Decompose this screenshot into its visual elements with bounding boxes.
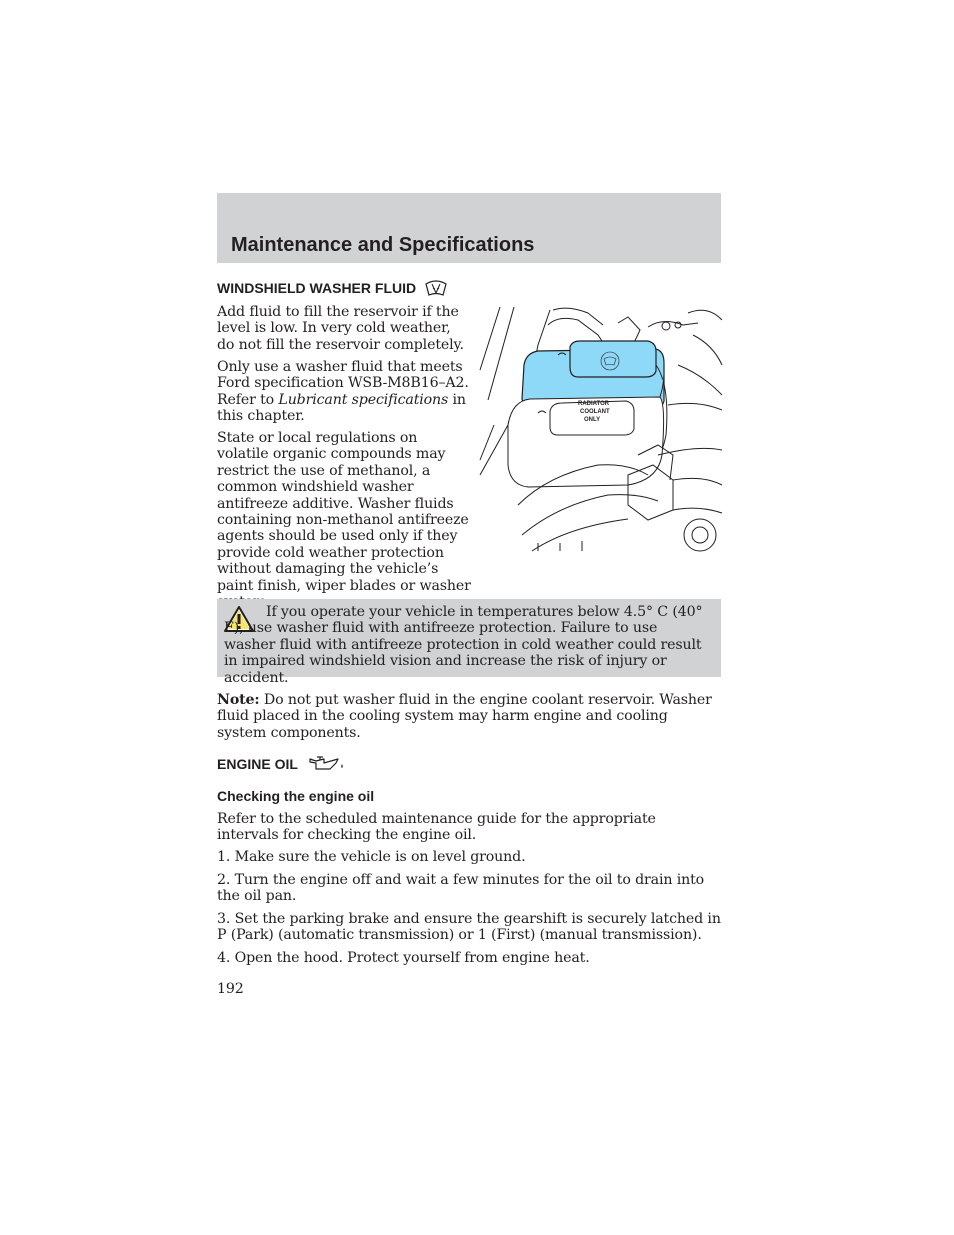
oil-can-icon xyxy=(306,755,346,776)
oil-intro-paragraph: Refer to the scheduled maintenance guide for the appropriate intervals for checking the engine oil. xyxy=(217,811,656,844)
oil-step-2: 2. Turn the engine off and wait a few minutes for the oil to drain into the oil pan. xyxy=(217,872,705,905)
checking-oil-subheading: Checking the engine oil xyxy=(217,788,375,804)
washer-para-2-prefix: Only use a washer fluid that meets Ford specification WSB-M8B16–A2. Refer to xyxy=(217,359,469,408)
page-title: Maintenance and Specifications xyxy=(231,234,535,256)
reservoir-label-line-3: ONLY xyxy=(584,417,601,423)
warning-text: If you operate your vehicle in temperatures below 4.5° C (40° F), use washer fluid with antifreeze protection. Failure to use washer fluid with antifreeze protection in cold weather could result in impaired windshield vision and increase the risk of injury or accident. xyxy=(224,604,703,686)
engine-oil-heading xyxy=(217,755,346,776)
washer-para-1: Add fluid to fill the reservoir if the level is low. In very cold weather, do not fill the reservoir completely. xyxy=(217,304,464,353)
washer-para-3: State or local regulations on volatile organic compounds may restrict the use of methanol, a common windshield washer antifreeze additive. Washer fluids containing non-methanol antifreeze agents should be used only if they provide cold weather protection without damaging the vehicle’s paint finish, wiper blades or washer xyxy=(217,430,471,594)
windshield-washer-icon xyxy=(424,278,448,301)
washer-fluid-heading-text: WINDSHIELD WASHER FLUID xyxy=(217,280,417,297)
engine-oil-heading-text: ENGINE OIL xyxy=(217,756,298,773)
oil-step-3: 3. Set the parking brake and ensure the gearshift is securely latched in P (Park) (automatic transmission) or 1 (First) (manual transmission). xyxy=(217,911,721,944)
washer-para-2-suffix: in this chapter. xyxy=(217,391,466,425)
note-paragraph xyxy=(217,692,721,741)
washer-fluid-heading xyxy=(217,278,448,301)
reservoir-label-line-2: COOLANT xyxy=(580,409,610,415)
lubricant-specifications-reference: Lubricant specifications xyxy=(278,391,449,408)
washer-para-2 xyxy=(217,359,472,425)
washer-reservoir-illustration xyxy=(478,305,724,555)
note-label: Note: xyxy=(217,692,260,708)
oil-step-1: 1. Make sure the vehicle is on level ground. xyxy=(217,849,526,865)
note-text: Do not put washer fluid in the engine coolant reservoir. Washer fluid placed in the cooling system may harm engine and cooling system components. xyxy=(217,692,712,741)
header-band xyxy=(217,193,721,263)
page-number: 192 xyxy=(217,981,244,997)
warning-box xyxy=(217,599,721,686)
oil-step-4: 4. Open the hood. Protect yourself from engine heat. xyxy=(217,950,590,966)
reservoir-label-line-1: RADIATOR xyxy=(578,401,610,407)
